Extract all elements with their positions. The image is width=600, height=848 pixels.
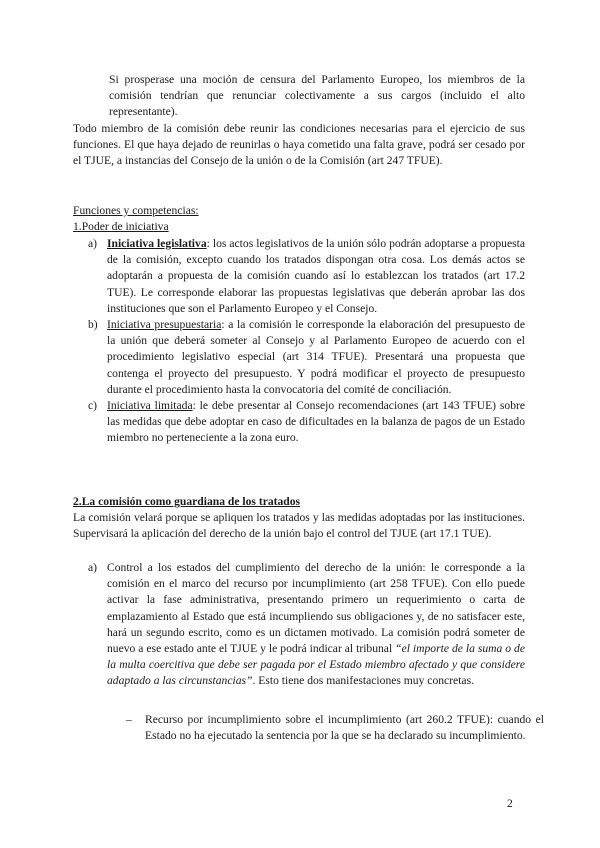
list-marker: c)	[88, 399, 98, 413]
dash-item	[126, 712, 544, 744]
list-item	[78, 317, 525, 398]
list-item	[78, 236, 525, 317]
item-text: : a la comisión le corresponde la elaboración del presupuesto de la unión que deberá someter al Consejo y al Parlamento Europeo de acuerdo con el procedimiento legislativo especial (art 314 TFUE). Presentará una propuesta que contenga el proyecto del presupuesto. Y podrá modificar el proyecto de presupuesto durante el procedimiento hasta la convocatoria del comité de conciliación.	[107, 318, 525, 396]
item-text-after: . Esto tiene dos manifestaciones muy concretas.	[252, 674, 474, 688]
heading-poder-iniciativa: 1.Poder de iniciativa	[73, 220, 169, 233]
guardiana-paragraph: La comisión velará porque se apliquen los tratados y las medidas adoptadas por las instituciones. Supervisará la aplicación del derecho de la unión bajo el control del TJUE (art 17.1 TUE).	[73, 511, 525, 541]
item-title: Iniciativa legislativa	[107, 237, 207, 250]
dash-text: Recurso por incumplimiento sobre el incumplimiento (art 260.2 TFUE): cuando el Estado no ha ejecutado la sentencia por la que se ha declarado su incumplimiento.	[145, 713, 544, 743]
page-number: 2	[507, 797, 513, 810]
list-item	[78, 398, 525, 447]
initiative-list	[78, 236, 525, 447]
control-list	[78, 560, 525, 690]
item-title: Iniciativa presupuestaria	[107, 318, 222, 332]
item-title: Iniciativa limitada	[107, 399, 193, 413]
heading-guardiana: 2.La comisión como guardiana de los tratados	[73, 495, 301, 508]
dash-marker: –	[126, 713, 132, 726]
list-marker: a)	[88, 561, 98, 574]
heading-funciones: Funciones y competencias:	[73, 204, 199, 217]
item-text: Control a los estados del cumplimiento del derecho de la unión: le corresponde a la comisión en el marco del recurso por incumplimiento (art 258 TFUE). Con ello puede activar la fase administrativa, presentando primero un requerimiento o carta de emplazamiento al Estado que está incumpliendo sus obligaciones y, de no satisfacer este, hará un segundo escrito, como es un dictamen motivado. La comisión podrá someter de nuevo a ese estado ante el TJUE y le podrá indicar al tribunal	[107, 561, 525, 656]
members-paragraph: Todo miembro de la comisión debe reunir las condiciones necesarias para el ejercicio de sus funciones. El que haya dejado de reunirlas o haya cometido una falta grave, podrá ser cesado por el TJUE, a instancias del Consejo de la unión o de la Comisión (art 247 TFUE).	[73, 122, 525, 168]
item-text: : le debe presentar al Consejo recomendaciones (art 143 TFUE) sobre las medidas que debe adoptar en caso de dificultades en la balanza de pagos de un Estado miembro no perteneciente a la zona euro.	[107, 399, 525, 445]
item-quote: “el importe de la suma o de la multa coercitiva que debe ser pagada por el Estado miembro afectado y que considere adaptado a las circunstancias”	[107, 642, 525, 688]
list-marker: b)	[88, 318, 98, 332]
item-text: : los actos legislativos de la unión sólo podrán adoptarse a propuesta de la comisión, excepto cuando los tratados dispongan otra cosa. Los demás actos se adoptarán a propuesta de la comisión cuando así lo establezcan los tratados (art 17.2 TUE). Le corresponde elaborar las propuestas legislativas que deberán aprobar las dos instituciones que son el Parlamento Europeo y el Consejo.	[107, 237, 525, 315]
intro-paragraph: Si prosperase una moción de censura del Parlamento Europeo, los miembros de la comisión tendrían que renunciar colectivamente a sus cargos (incluido el alto representante).	[109, 73, 525, 119]
list-item	[78, 560, 525, 690]
list-marker: a)	[88, 237, 98, 250]
